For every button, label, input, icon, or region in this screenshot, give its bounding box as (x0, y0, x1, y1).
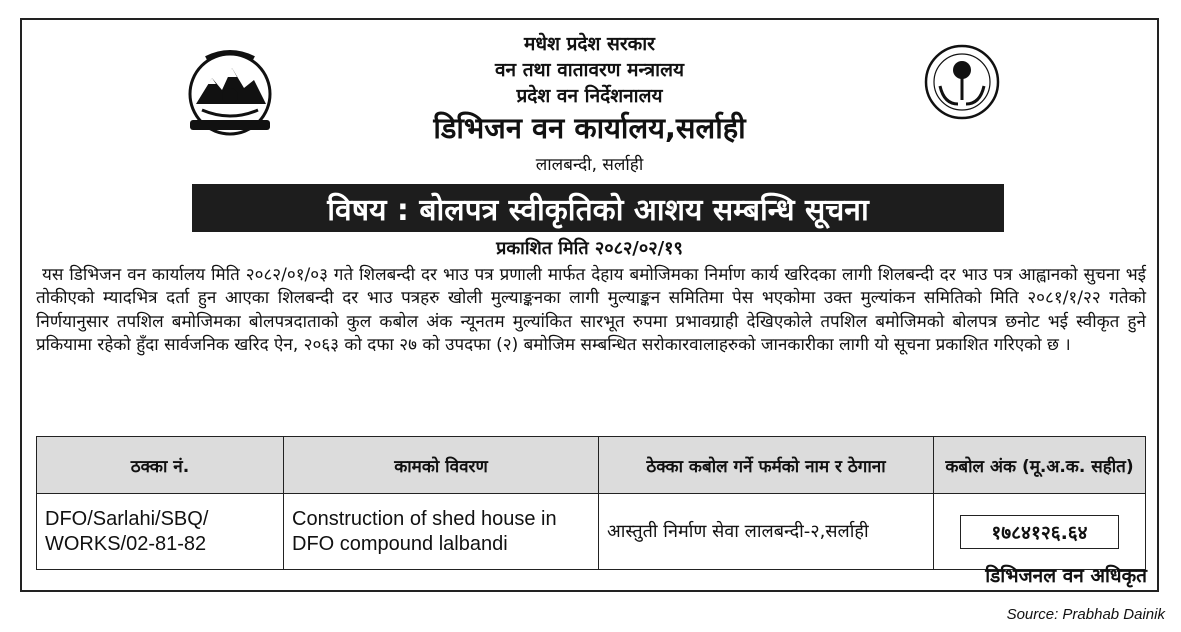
published-date: प्रकाशित मिति २०८२/०२/१९ (496, 238, 683, 259)
table-header-row (37, 437, 1146, 494)
table-row (37, 494, 1146, 570)
source-credit: Source: Prabhab Dainik (1006, 606, 1165, 623)
header-amount: कबोल अंक (मू.अ.क. सहीत) (934, 437, 1146, 494)
notice-body: यस डिभिजन वन कार्यालय मिति २०८२/०१/०३ गते शिलबन्दी दर भाउ पत्र प्रणाली मार्फत देहाय बमोजिमका निर्माण कार्य खरिदका लागी शिलबन्दी दर भाउ पत्र आह्वानको सुचना भई तोकीएको म्यादभित्र दर्ता हुन आएका शिलबन्दी दर भाउ पत्रहरु खोली मुल्याङ्कनका लागी मुल्याङ्कन समितिमा पेस भएकोमा उक्त मुल्यांकन समितिको मिति २०८१/१/२२ गतेको निर्णयानुसार तपशिल बमोजिमका बोलपत्रदाताको कुल कबोल अंक न्यूनतम मुल्यांकित सारभूत रुपमा प्रभावग्राही देखिएकोले तपशिल बमोजिमको बोलपत्र छनोट भई स्वीकृत हुने प्रकियामा रहेको हुँदा सार्वजनिक खरिद ऐन, २०६३ को दफा २७ को उपदफा (२) बमोजिम सम्बन्धित सरोकारवालाहरुको जानकारीका लागी यो सूचना प्रकाशित गरिएको छ । (36, 265, 1146, 355)
signoff: डिभिजनल वन अधिकृत (985, 565, 1147, 587)
bid-table (36, 436, 1146, 570)
directorate-title: प्रदेश वन निर्देशनालय (516, 85, 663, 107)
header-firm: ठेक्का कबोल गर्ने फर्मको नाम र ठेगाना (599, 437, 934, 494)
notice-frame (20, 18, 1159, 592)
amount-value: १७८४१२६.६४ (960, 515, 1118, 549)
header-contract-no: ठक्का नं. (37, 437, 284, 494)
description-cell: Construction of shed house in DFO compound lalbandi (284, 494, 599, 570)
subject-banner: विषय : बोलपत्र स्वीकृतिको आशय सम्बन्धि सूचना (192, 184, 1004, 232)
office-title: डिभिजन वन कार्यालय,सर्लाही (433, 111, 746, 145)
contract-no-cell: DFO/Sarlahi/SBQ/ WORKS/02-81-82 (37, 494, 284, 570)
firm-cell: आस्तुती निर्माण सेवा लालबन्दी-२,सर्लाही (599, 494, 934, 570)
office-address: लालबन्दी, सर्लाही (535, 155, 644, 175)
header-description: कामको विवरण (284, 437, 599, 494)
amount-cell (934, 494, 1146, 570)
govt-title: मधेश प्रदेश सरकार (524, 33, 655, 55)
ministry-title: वन तथा वातावरण मन्त्रालय (494, 59, 684, 81)
